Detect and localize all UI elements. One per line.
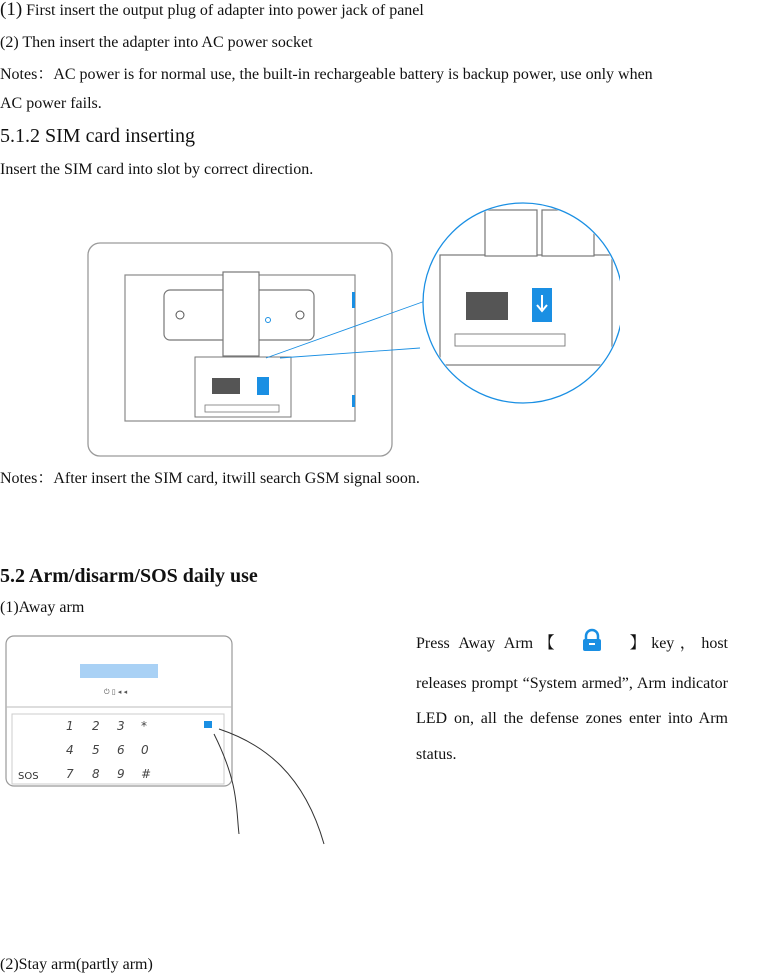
svg-text:*: * [141,719,147,733]
svg-text:8: 8 [92,767,100,781]
keypad-figure [4,634,334,849]
notes-line-cont: AC power fails. [0,95,102,112]
lock-icon [580,628,604,666]
away-text-start: Press Away Arm【 [416,635,561,652]
svg-text:2: 2 [92,719,100,733]
section-heading-arm: 5.2 Arm/disarm/SOS daily use [0,565,258,587]
stay-arm-label: (2)Stay arm(partly arm) [0,956,153,973]
svg-text:6: 6 [117,743,125,757]
away-arm-label: (1)Away arm [0,599,85,616]
away-text-end: 】key，host releases prompt “System armed”, Arm indicator LED on, all the defense zones enter into Arm status. [416,635,728,763]
svg-text:⏻ ▯ ◂ ◂: ⏻ ▯ ◂ ◂ [104,688,128,696]
step-text: First insert the output plug of adapter into power jack of panel [22,2,424,19]
svg-text:#: # [141,767,152,781]
step-number: (1) [0,0,23,20]
sos-key: SOS [18,771,39,782]
sim-card-figure [80,200,620,462]
svg-text:5: 5 [92,743,100,757]
sim-instruction: Insert the SIM card into slot by correct direction. [0,161,314,178]
instruction-line-2: (2) Then insert the adapter into AC power socket [0,34,313,51]
svg-text:7: 7 [66,767,74,781]
svg-text:4: 4 [66,743,74,757]
instruction-line-1 [0,0,424,21]
svg-text:9: 9 [117,767,125,781]
notes-line: Notes：AC power is for normal use, the built-in rechargeable battery is backup power, use only when [0,66,653,83]
svg-text:0: 0 [141,743,149,757]
away-arm-description [416,626,728,772]
svg-text:3: 3 [117,719,125,733]
svg-text:1: 1 [66,719,74,733]
notes-sim: Notes：After insert the SIM card, itwill search GSM signal soon. [0,470,420,487]
section-heading-sim: 5.1.2 SIM card inserting [0,125,195,147]
